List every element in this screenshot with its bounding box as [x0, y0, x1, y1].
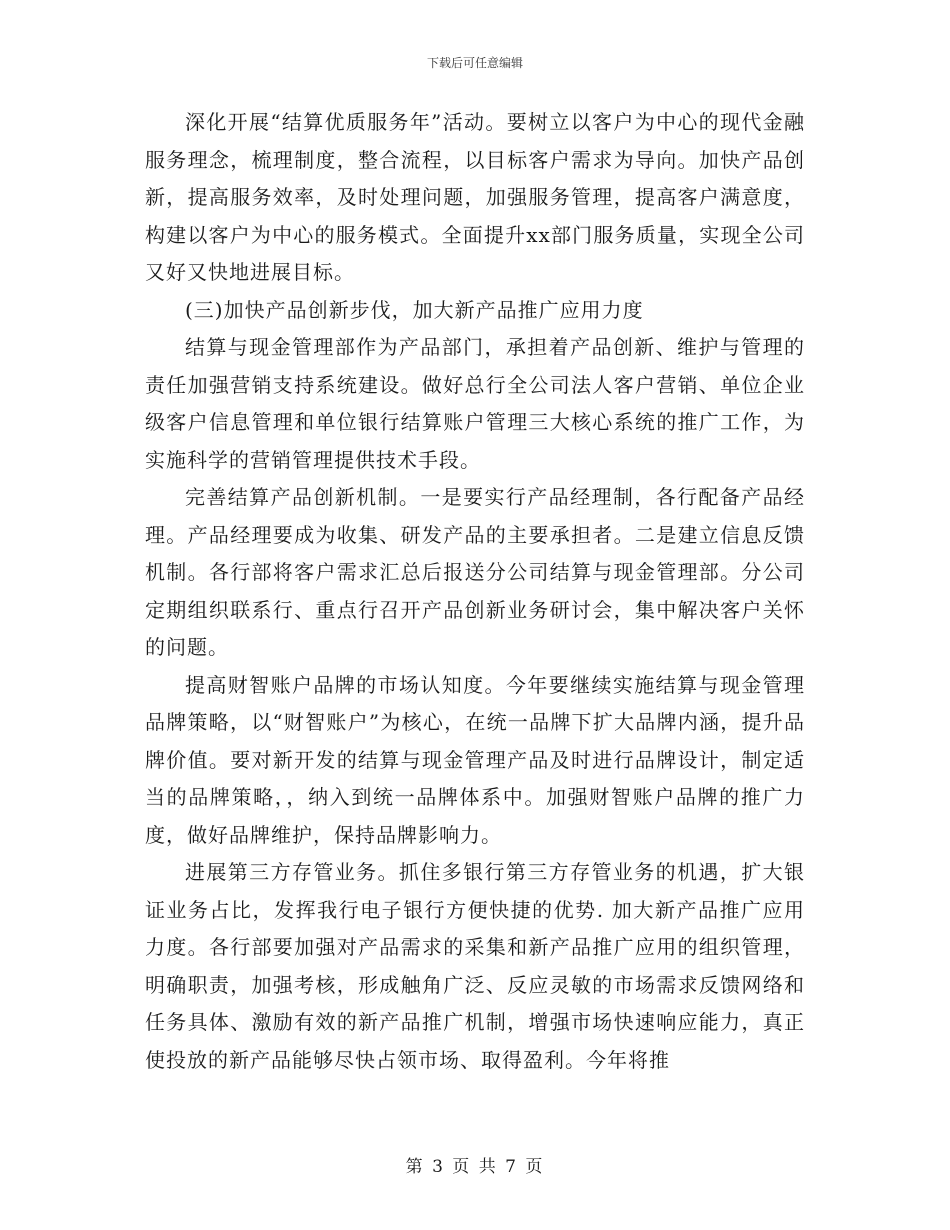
document-body: [145, 104, 805, 1079]
paragraph-product-dept: 结算与现金管理部作为产品部门，承担着产品创新、维护与管理的责任加强营销支持系统建设。做好总行全公司法人客户营销、单位企业级客户信息管理和单位银行结算账户管理三大核心系统的推广工作，为实施科学的营销管理提供技术手段。: [145, 335, 805, 472]
paragraph-innovation-mechanism: 完善结算产品创新机制。一是要实行产品经理制，各行配备产品经理。产品经理要成为收集、研发产品的主要承担者。二是建立信息反馈机制。各行部将客户需求汇总后报送分公司结算与现金管理部。分公司定期组织联系行、重点行召开产品创新业务研讨会，集中解决客户关怀的问题。: [145, 485, 805, 659]
section-heading-3: (三)加快产品创新步伐，加大新产品推广应用力度: [185, 297, 644, 322]
page-footer: 第 3 页 共 7 页: [405, 1157, 545, 1177]
paragraph-service-year: 深化开展“结算优质服务年”活动。要树立以客户为中心的现代金融服务理念，梳理制度，整合流程，以目标客户需求为导向。加快产品创新，提高服务效率，及时处理问题，加强服务管理，提高客户满意度，构建以客户为中心的服务模式。全面提升xx部门服务质量，实现全公司又好又快地进展目标。: [145, 110, 805, 284]
page-header: 下载后可任意编辑: [426, 56, 523, 70]
paragraph-brand-awareness: 提高财智账户品牌的市场认知度。今年要继续实施结算与现金管理品牌策略，以“财智账户”为核心，在统一品牌下扩大品牌内涵，提升品牌价值。要对新开发的结算与现金管理产品及时进行品牌设计，制定适当的品牌策略，，纳入到统一品牌体系中。加强财智账户品牌的推广力度，做好品牌维护，保持品牌影响力。: [145, 672, 805, 847]
paragraph-third-party-custody: 进展第三方存管业务。抓住多银行第三方存管业务的机遇，扩大银证业务占比，发挥我行电子银行方便快捷的优势. 加大新产品推广应用力度。各行部要加强对产品需求的采集和新产品推广应用的组织管理，明确职责，加强考核，形成触角广泛、反应灵敏的市场需求反馈网络和任务具体、激励有效的新产品推广机制，增强市场快速响应能力，真正使投放的新产品能够尽快占领市场、取得盈利。今年将推: [145, 860, 805, 1072]
